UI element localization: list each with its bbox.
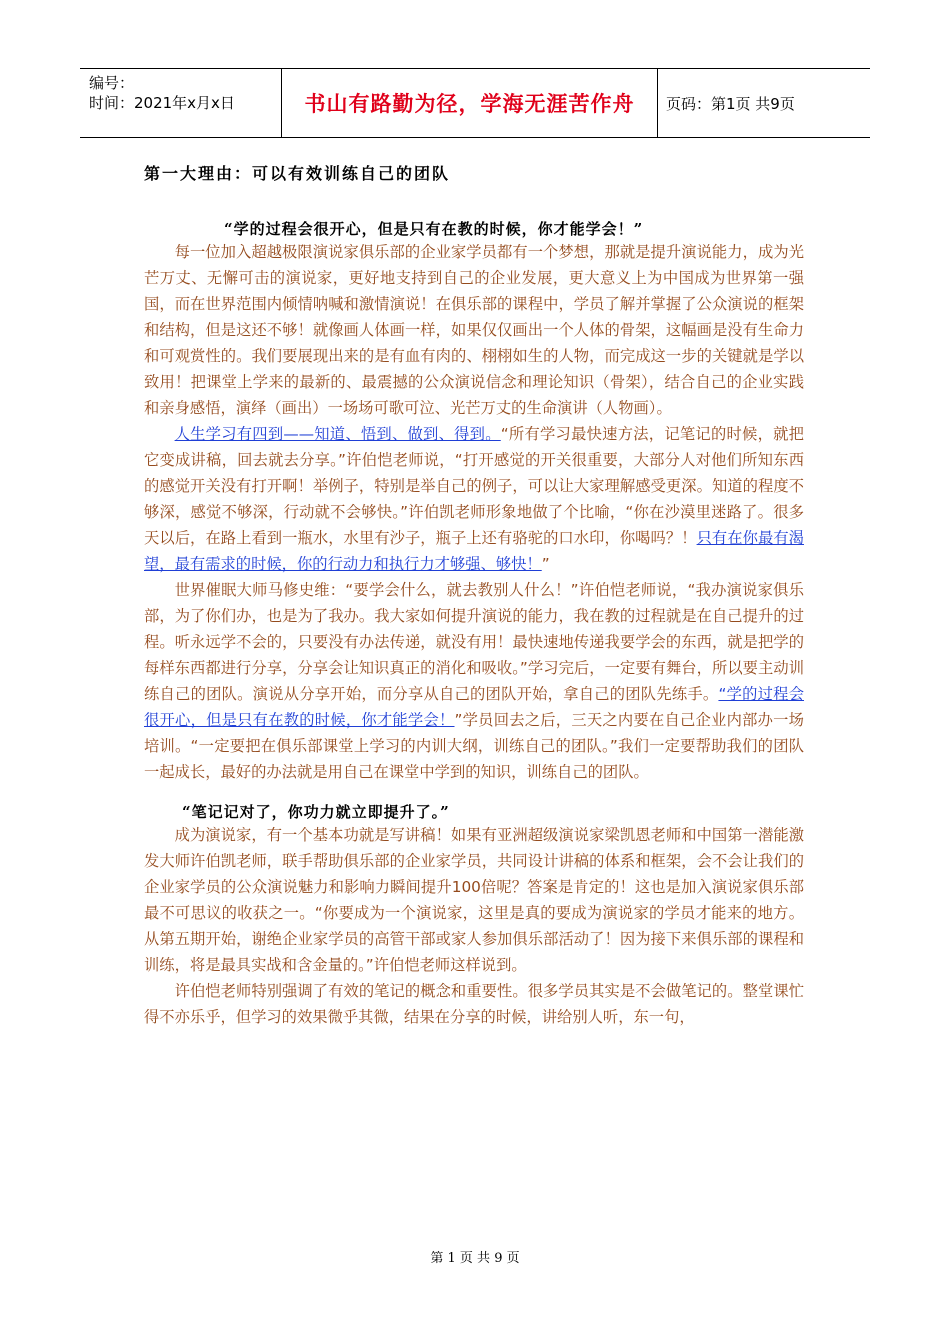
hyperlink[interactable]: 只有在你最有渴望，最有需求的时候，你的行动力和执行力才够强、够快！ [144,529,804,573]
page-footer: 第 1 页 共 9 页 [430,1251,520,1266]
header-page-info: 页码：第1页 共9页 [666,94,795,113]
paragraph-text: ”学员回去之后，三天之内要在自己企业内部办一场培训。“一定要把在俱乐部课堂上学习的内训大纲，训练自己的团队。”我们一定要帮助我们的团队一起成长，最好的办法就是用自己在课堂中学到的知识，训练自己的团队。 [144,711,804,781]
paragraph [144,421,804,577]
hyperlink[interactable]: 人生学习有四到——知道、悟到、做到、得到。 [174,425,501,443]
paragraph: 许伯恺老师特别强调了有效的笔记的概念和重要性。很多学员其实是不会做笔记的。整堂课忙得不亦乐乎，但学习的效果微乎其微，结果在分享的时候，讲给别人听，东一句， [144,982,804,1026]
document-body [144,155,804,1030]
header-motto: 书山有路勤为径，学海无涯苦作舟 [282,69,658,137]
document-header [80,68,870,138]
paragraph: 成为演说家，有一个基本功就是写讲稿！如果有亚洲超级演说家梁凯恩老师和中国第一潜能激发大师许伯凯老师，联手帮助俱乐部的企业家学员，共同设计讲稿的体系和框架，会不会让我们的企业家学员的公众演说魅力和影响力瞬间提升100倍呢？答案是肯定的！这也是加入演说家俱乐部最不可思议的收获之一。“你要成为一个演说家，这里是真的要成为演说家的学员才能来的地方。从第五期开始，谢绝企业家学员的高管干部或家人参加俱乐部活动了！因为接下来俱乐部的课程和训练，将是最具实战和含金量的。”许伯恺老师这样说到。 [144,826,804,974]
document-date-label: 时间：2021年x月x日 [89,94,235,112]
header-meta [80,69,282,137]
paragraph: 每一位加入超越极限演说家俱乐部的企业家学员都有一个梦想，那就是提升演说能力，成为光芒万丈、无懈可击的演说家，更好地支持到自己的企业发展，更大意义上为中国成为世界第一强国，而在世界范围内倾情呐喊和激情演说！在俱乐部的课程中，学员了解并掌握了公众演说的框架和结构，但是这还不够！就像画人体画一样，如果仅仅画出一个人体的骨架，这幅画是没有生命力和可观赏性的。我们要展现出来的是有血有肉的、栩栩如生的人物，而完成这一步的关键就是学以致用！把课堂上学来的最新的、最震撼的公众演说信念和理论知识（骨架），结合自己的企业实践和亲身感悟，演绎（画出）一场场可歌可泣、光芒万丈的生命演讲（人物画）。 [144,243,804,417]
hyperlink[interactable]: “学的过程会很开心，但是只有在教的时候，你才能学会！ [144,685,804,729]
document-number-label: 编号： [89,74,135,92]
paragraph-text: 世界催眠大师马修史维：“要学会什么，就去教别人什么！”许伯恺老师说，“我办演说家俱乐部，为了你们办，也是为了我办。我大家如何提升演说的能力，我在教的过程就是在自己提升的过程。听永远学不会的，只要没有办法传递，就没有用！最快速地传递我要学会的东西，就是把学的每样东西都进行分享，分享会让知识真正的消化和吸收。”学习完后，一定要有舞台，所以要主动训练自己的团队。演说从分享开始，而分享从自己的团队开始，拿自己的团队先练手。 [144,581,804,703]
pull-quote: “学的过程会很开心，但是只有在教的时候，你才能学会！” [224,220,644,238]
paragraph-text: ” [541,555,550,573]
section-heading: 第一大理由：可以有效训练自己的团队 [144,164,451,183]
pull-quote: “笔记记对了，你功力就立即提升了。” [182,803,450,821]
paragraph [144,577,804,785]
paragraph-text: “所有学习最快速方法，记笔记的时候，就把它变成讲稿，回去就去分享。”许伯恺老师说，“打开感觉的开关很重要，大部分人对他们所知东西的感觉开关没有打开啊！举例子，特别是举自己的例子，可以让大家理解感受更深。知道的程度不够深，感觉不够深，行动就不会够快。”许伯凯老师形象地做了个比喻，“你在沙漠里迷路了。很多天以后，在路上看到一瓶水，水里有沙子，瓶子上还有骆驼的口水印，你喝吗？！ [144,425,804,547]
